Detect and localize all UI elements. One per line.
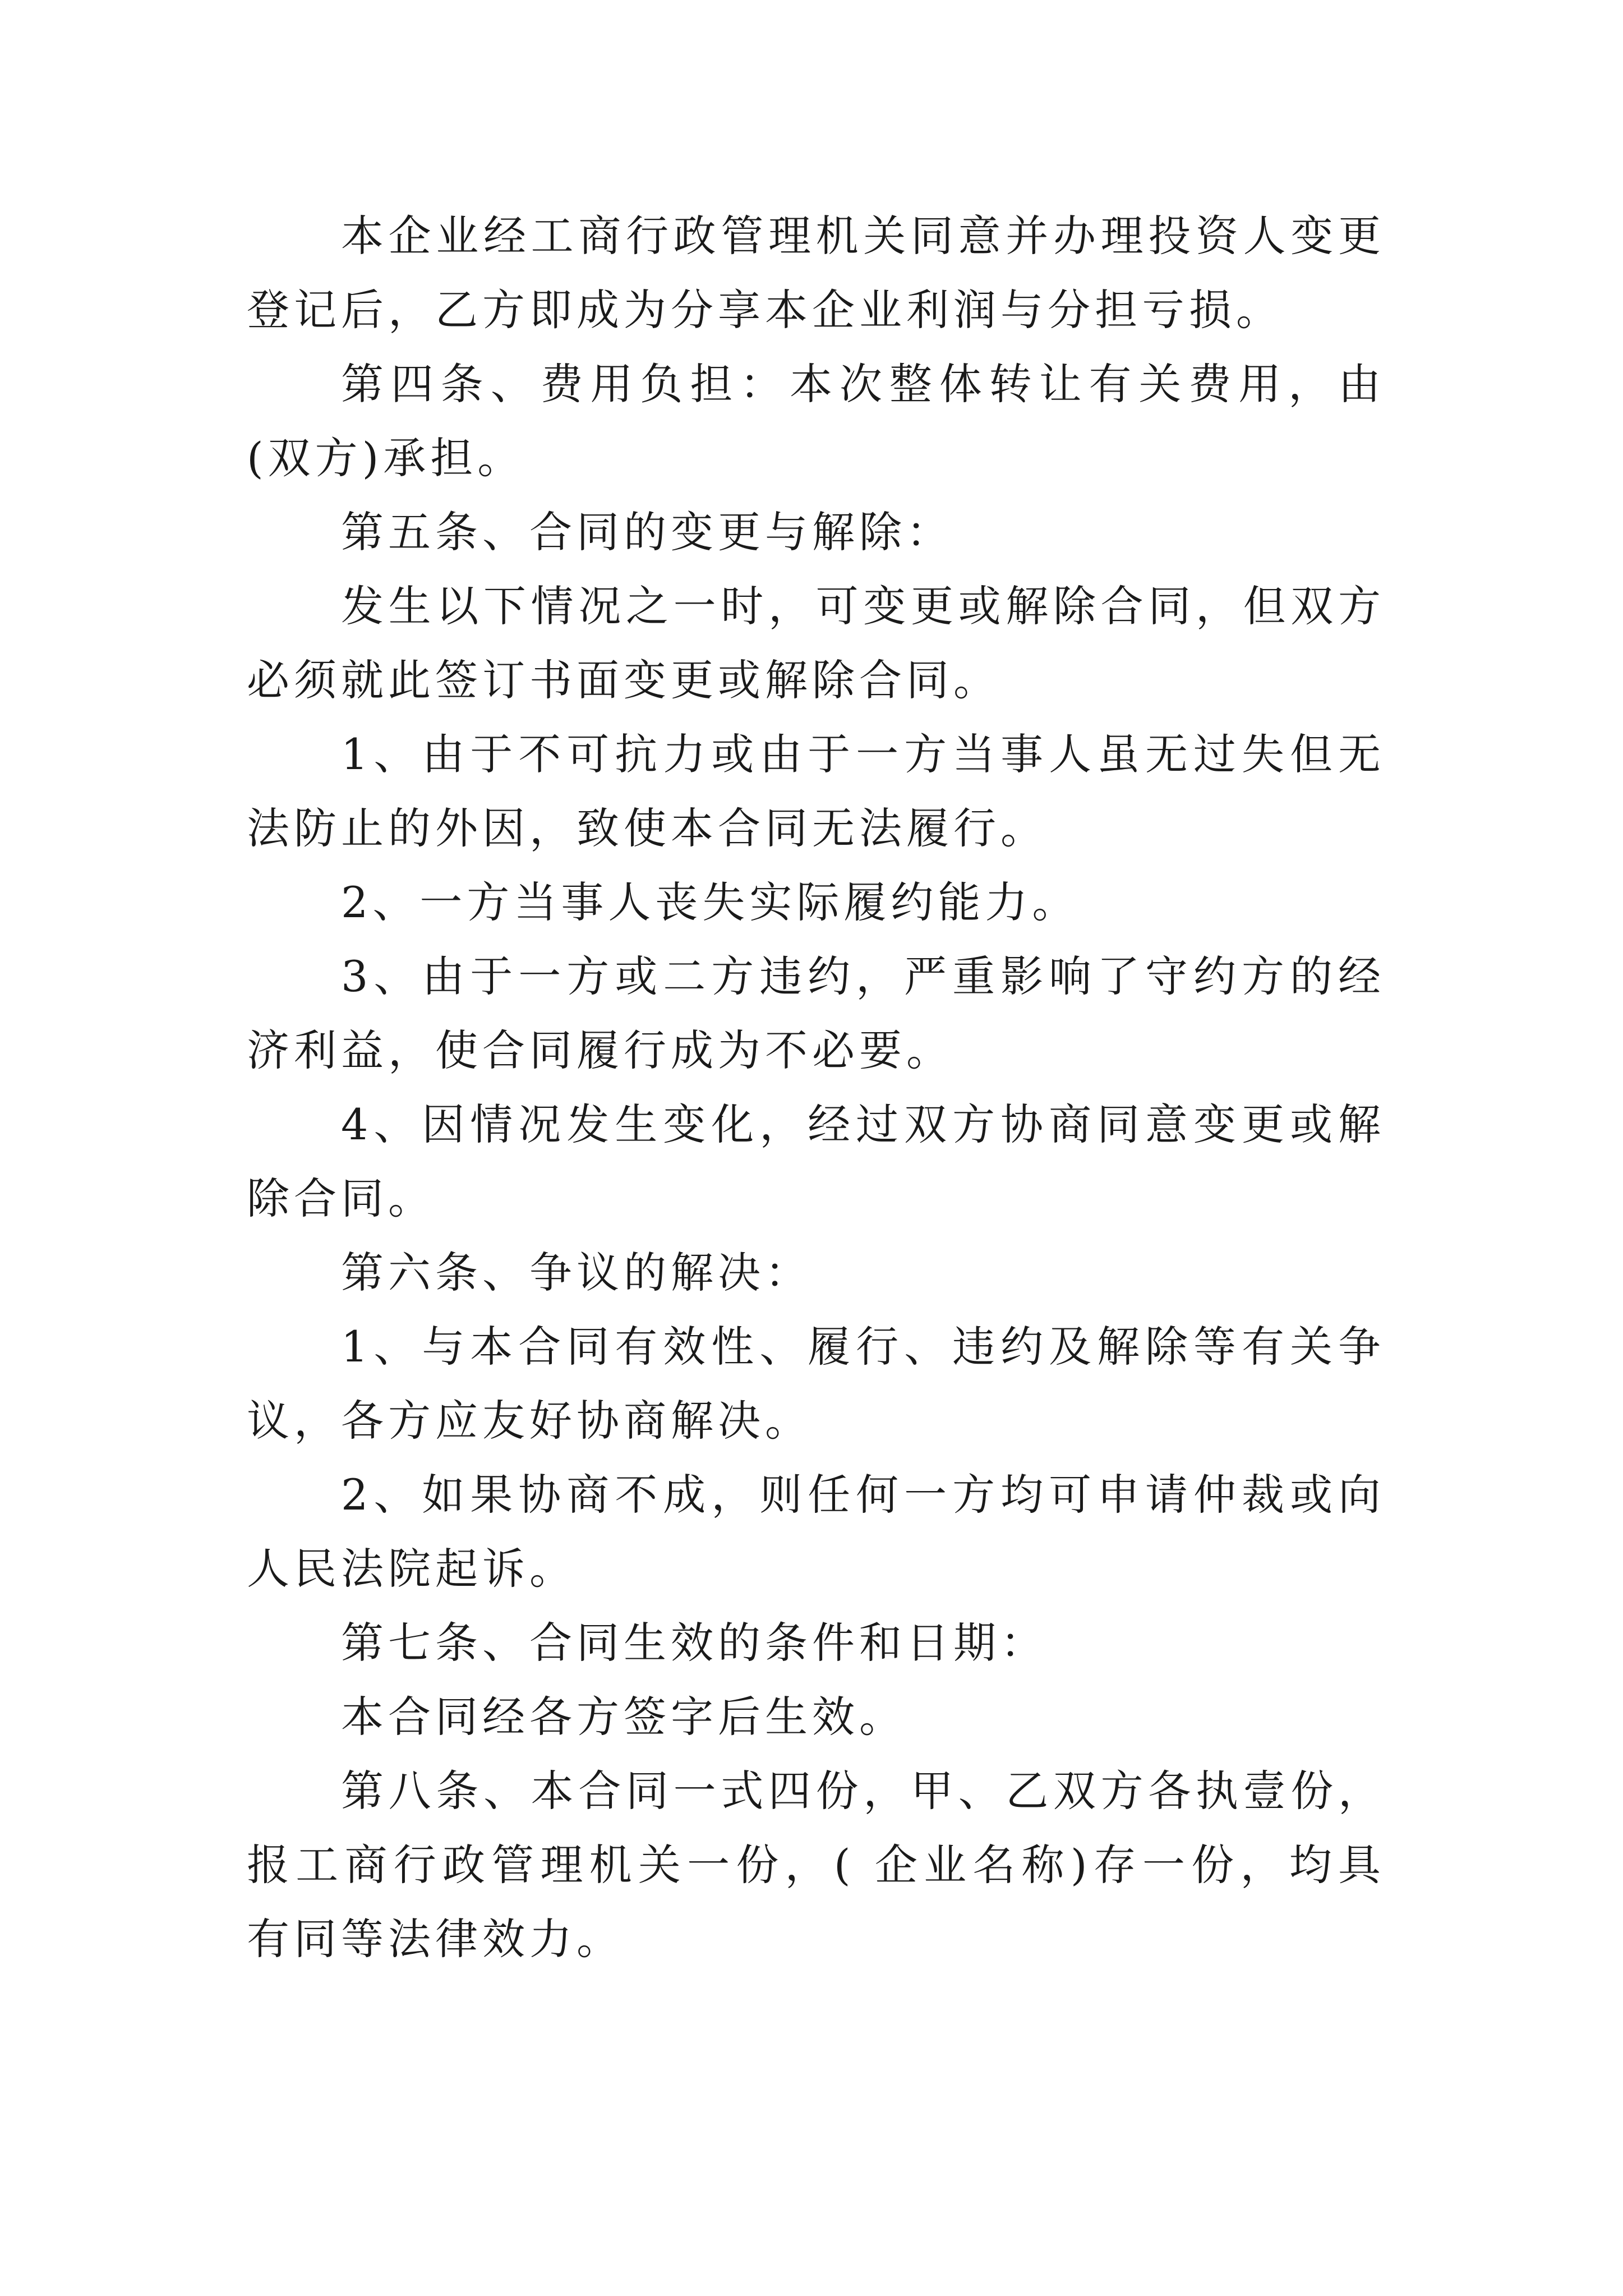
paragraph-investor-change: 本企业经工商行政管理机关同意并办理投资人变更登记后，乙方即成为分享本企业利润与分担亏损。 (247, 211, 1385, 335)
paragraph-article-5-item-3: 3、由于一方或二方违约，严重影响了守约方的经济利益，使合同履行成为不必要。 (247, 951, 1385, 1075)
paragraph-article-7-body: 本合同经各方签字后生效。 (341, 1692, 906, 1742)
paragraph-article-5-item-1: 1、由于不可抗力或由于一方当事人虽无过失但无法防止的外因，致使本合同无法履行。 (247, 729, 1385, 853)
paragraph-article-6-item-2: 2、如果协商不成，则任何一方均可申请仲裁或向人民法院起诉。 (247, 1470, 1385, 1594)
document-body (247, 199, 1385, 1976)
paragraph-article-6-heading: 第六条、争议的解决： (341, 1248, 812, 1297)
paragraph-article-5-item-4: 4、因情况发生变化，经过双方协商同意变更或解除合同。 (247, 1099, 1385, 1223)
paragraph-article-4-fees: 第四条、费用负担：本次整体转让有关费用，由(双方)承担。 (247, 359, 1385, 483)
paragraph-article-5-intro: 发生以下情况之一时，可变更或解除合同，但双方必须就此签订书面变更或解除合同。 (247, 581, 1385, 705)
paragraph-article-5-item-2: 2、一方当事人丧失实际履约能力。 (341, 877, 1080, 927)
paragraph-article-8: 第八条、本合同一式四份，甲、乙双方各执壹份，报工商行政管理机关一份，( 企业名称)存一份，均具有同等法律效力。 (247, 1766, 1385, 1964)
paragraph-article-6-item-1: 1、与本合同有效性、履行、违约及解除等有关争议，各方应友好协商解决。 (247, 1322, 1385, 1446)
paragraph-article-7-heading: 第七条、合同生效的条件和日期： (341, 1618, 1048, 1668)
paragraph-article-5-heading: 第五条、合同的变更与解除： (341, 507, 953, 557)
